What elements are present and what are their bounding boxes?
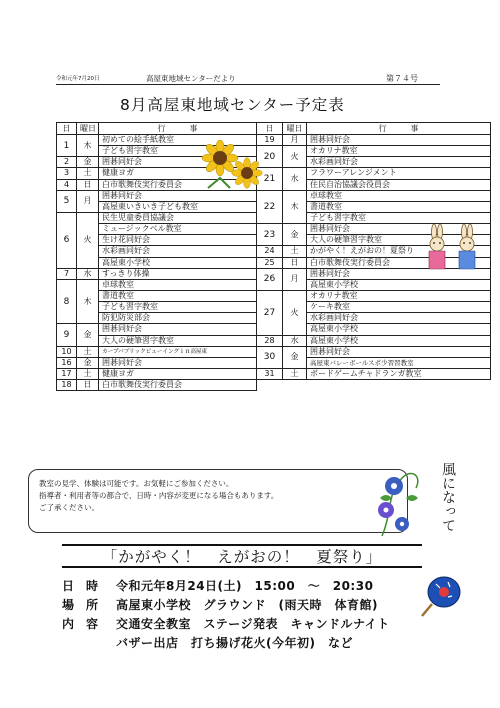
bunny-illustration [420, 224, 484, 274]
table-row: 子ども習字教室 [57, 302, 257, 313]
table-row: 16 金 囲碁同好会 [57, 357, 257, 368]
newsletter-name: 高屋東地域センターだより [146, 74, 236, 83]
table-row: 7 水 すっきり体操 [57, 268, 257, 279]
page-title: 8月高屋東地域センター予定表 [120, 96, 345, 114]
table-row: 高屋東小学校 [257, 324, 491, 335]
issue-number: 第７４号 [386, 74, 418, 83]
festival-place-value: 高屋東小学校 グラウンド (雨天時 体育館) [116, 598, 378, 612]
festival-content-value-2: バザー出店 打ち揚げ花火(今年初) など [116, 636, 353, 650]
festival-date-label: 日時 [62, 579, 111, 593]
issue-date: 令和元年7月20日 [56, 76, 100, 82]
table-row: 防犯防災部会 [57, 313, 257, 324]
table-row: 高屋東小学校 [257, 279, 491, 290]
col-weekday: 曜日 [283, 123, 307, 135]
table-row: 10 土 カープパブリックビューイングｉｎ高屋東 [57, 346, 257, 357]
festival-content-row [62, 615, 390, 632]
table-row: 大人の硬筆習字教室 [57, 335, 257, 346]
header-divider [56, 84, 440, 85]
table-row: 水彩画同好会 [57, 246, 257, 257]
table-row: ミュージックベル教室 [57, 224, 257, 235]
table-row: ケーキ教室 [257, 302, 491, 313]
festival-place-label: 場所 [62, 598, 111, 612]
table-row: 17 土 健康ヨガ [57, 368, 257, 379]
table-row: 6 火 民生児童委員協議会 [57, 212, 257, 223]
table-row: 23 金 囲碁同好会 [257, 224, 491, 235]
festival-content-value: 交通安全教室 ステージ発表 キャンドルナイト [116, 617, 390, 631]
calligraphy-text: 風になって [440, 462, 456, 532]
table-row: 大人の硬筆習字教室 [257, 235, 491, 246]
table-header [257, 123, 491, 135]
notice-line: ご了承ください。 [39, 503, 99, 512]
table-row: 20 火 オカリナ教室 [257, 146, 491, 157]
col-day: 日 [57, 123, 77, 135]
table-row: 生け花同好会 [57, 235, 257, 246]
table-row: 27 火 オカリナ教室 [257, 290, 491, 301]
notice-line: 指導者・利用者等の都合で、日時・内容が変更になる場合もあります。 [39, 491, 279, 500]
col-day: 日 [257, 123, 283, 135]
table-header [57, 123, 257, 135]
festival-date-row [62, 577, 373, 594]
table-row: 子ども習字教室 [57, 146, 257, 157]
table-row: 高屋東小学校 [57, 257, 257, 268]
table-row: 22 木 卓球教室 [257, 190, 491, 201]
table-row: 2 金 囲碁同好会 [57, 157, 257, 168]
notice-line: 教室の見学、体験は可能です。お気軽にご参加ください。 [39, 479, 234, 488]
notice-box [28, 469, 408, 533]
col-event: 行 事 [99, 123, 257, 135]
table-row: 24 土 かがやく！えがおの！夏祭り [257, 246, 491, 257]
table-row: 21 水 フラワーアレンジメント [257, 168, 491, 179]
table-row: 書道教室 [257, 201, 491, 212]
sunflower-icon [232, 158, 263, 189]
col-event: 行 事 [307, 123, 491, 135]
table-row: 5 月 囲碁同好会 [57, 190, 257, 201]
sunflower-illustration [200, 138, 266, 196]
table-row: 水彩画同好会 [257, 157, 491, 168]
table-row: 4 日 白市歌舞伎実行委員会 [57, 179, 257, 190]
table-row: 1 木 初めての絵手紙教室 [57, 135, 257, 146]
morning-glory-icon [378, 477, 409, 531]
table-row: 8 木 卓球教室 [57, 279, 257, 290]
table-row: 住民自治協議会役員会 [257, 179, 491, 190]
table-row: 18 日 白市歌舞伎実行委員会 [57, 380, 257, 391]
festival-date-value: 令和元年8月24日(土) 15:00 ～ 20:30 [116, 579, 374, 593]
table-row: 9 金 囲碁同好会 [57, 324, 257, 335]
festival-place-row [62, 596, 378, 613]
table-row: 26 月 囲碁同好会 [257, 268, 491, 279]
table-row: 30 金 囲碁同好会 [257, 346, 491, 357]
table-row: 28 水 高屋東小学校 [257, 335, 491, 346]
table-row: 19 月 囲碁同好会 [257, 135, 491, 146]
festival-content-label: 内容 [62, 617, 111, 631]
uchiwa-fan-icon [418, 574, 466, 618]
table-row: 高屋東いきいき子ども教室 [57, 201, 257, 212]
col-weekday: 曜日 [77, 123, 99, 135]
table-row: 子ども習字教室 [257, 212, 491, 223]
table-row: 31 土 ボードゲームチャドランガ教室 [257, 368, 491, 379]
table-row: 書道教室 [57, 290, 257, 301]
sunflower-icon [202, 140, 238, 176]
festival-content-row-2 [116, 634, 353, 651]
table-row: 高屋東バレーボールスポ少習習教室 [257, 357, 491, 368]
table-row: 水彩画同好会 [257, 313, 491, 324]
table-row: 25 日 白市歌舞伎実行委員会 [257, 257, 491, 268]
table-row: 3 土 健康ヨガ [57, 168, 257, 179]
festival-title: 「かがやく！ えがおの！ 夏祭り」 [62, 544, 422, 568]
